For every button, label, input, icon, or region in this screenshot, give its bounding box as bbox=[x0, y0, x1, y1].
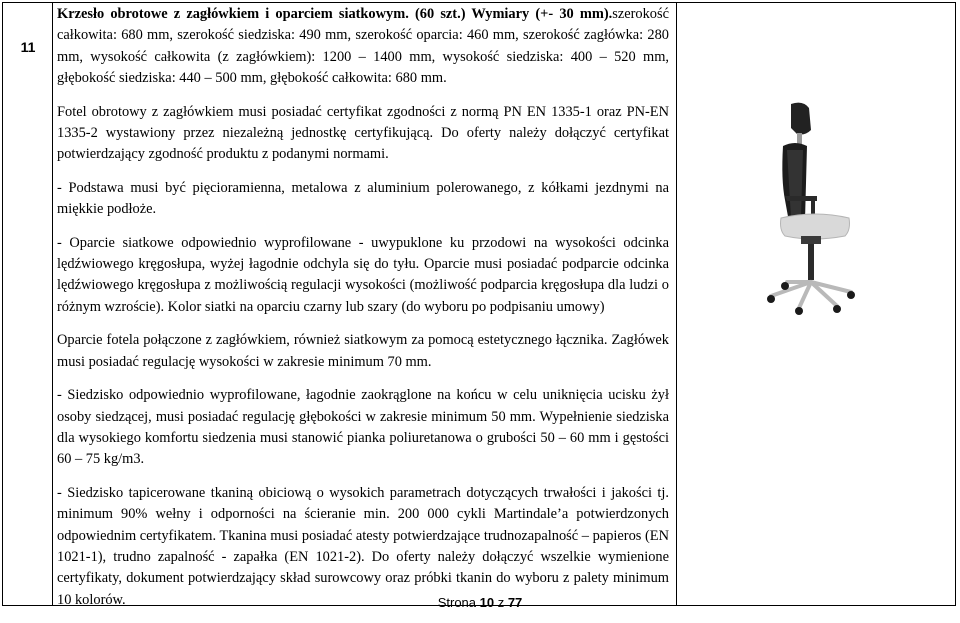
paragraph-base: - Podstawa musi być pięcioramienna, metalowa z aluminium polerowanego, z kółkami jezdnymi na miękkie podłoże. bbox=[57, 179, 669, 218]
image-cell-divider bbox=[676, 3, 677, 605]
footer-prefix: Strona bbox=[437, 595, 480, 610]
paragraph-seat: - Siedzisko odpowiednio wyprofilowane, łagodnie zaokrąglone na końcu w celu uniknięcia ucisku żył osoby siedzącej, musi posiadać regulację głębokości w zakresie minimum 50 mm. Wypełnienie siedziska dla wysokiego komfortu siedzenia musi stanowić pianka poliuretanowa o grubości 50 – 60 mm i gęstości 60 – 75 kg/m3. bbox=[57, 387, 669, 468]
office-chair-image bbox=[725, 100, 865, 325]
page-footer bbox=[0, 595, 960, 610]
paragraph-headrest: Oparcie fotela połączone z zagłówkiem, również siatkowym za pomocą estetycznego łącznika. Zagłówek musi posiadać regulację wysokości w zakresie minimum 70 mm. bbox=[57, 332, 669, 370]
paragraph-backrest: - Oparcie siatkowe odpowiednio wyprofilowane - uwypuklone ku przodowi na wysokości odcinka lędźwiowego kręgosłupa, wyżej łagodnie odchyla się do tyłu. Oparcie musi posiadać podparcie odcinka lędźwiowego kręgosłupa z możliwością regulacji wysokości (możliwość podparcia kręgosłupa dla ludzi o różnym wzroście). Kolor siatki na oparciu czarny lub szary (do wyboru po podpisaniu umowy) bbox=[57, 234, 669, 315]
footer-page-number: 10 bbox=[479, 595, 495, 610]
description-cell bbox=[57, 4, 669, 623]
footer-total-pages: 77 bbox=[507, 595, 523, 610]
row-number: 11 bbox=[20, 39, 36, 55]
footer-of: z bbox=[494, 595, 508, 610]
intro-dimensions: szerokość całkowita: 680 mm, szerokość siedziska: 490 mm, szerokość oparcia: 460 mm, szerokość zagłówka: 280 mm, wysokość całkowita (z zagłówkiem): 1200 – 1400 mm, wysokość siedziska: 400 – 520 mm, głębokość siedziska: 440 – 500 mm, głębokość całkowita: 680 mm. bbox=[57, 6, 669, 87]
paragraph-certificate: Fotel obrotowy z zagłówkiem musi posiadać certyfikat zgodności z normą PN EN 1335-1 oraz PN-EN 1335-2 wystawiony przez niezależną jednostkę certyfikującą. Do oferty należy dołączyć certyfikat potwierdzający zgodność produktu z podanymi normami. bbox=[57, 103, 669, 163]
intro-title: Krzesło obrotowe z zagłówkiem i oparciem siatkowym. (60 szt.) Wymiary (+- 30 mm). bbox=[57, 6, 613, 22]
spec-table bbox=[2, 2, 956, 606]
paragraph-upholstery: - Siedzisko tapicerowane tkaniną obiciową o wysokich parametrach dotyczących trwałości i jakości tj. minimum 90% wełny i odporności na ścieranie min. 200 000 cykli Martindale’a potwierdzonych odpowiednim certyfikatem. Tkanina musi posiadać atesty potwierdzające trudnozapalność – papieros (EN 1021-1), trudno zapalność - zapałka (EN 1021-2). Do oferty należy dołączyć wszelkie wymienione certyfikaty, dokument potwierdzający skład surowcowy oraz próbki tkanin do wyboru z palety minimum 10 kolorów. bbox=[57, 484, 669, 608]
intro-paragraph bbox=[57, 4, 669, 90]
row-number-cell bbox=[3, 3, 53, 605]
